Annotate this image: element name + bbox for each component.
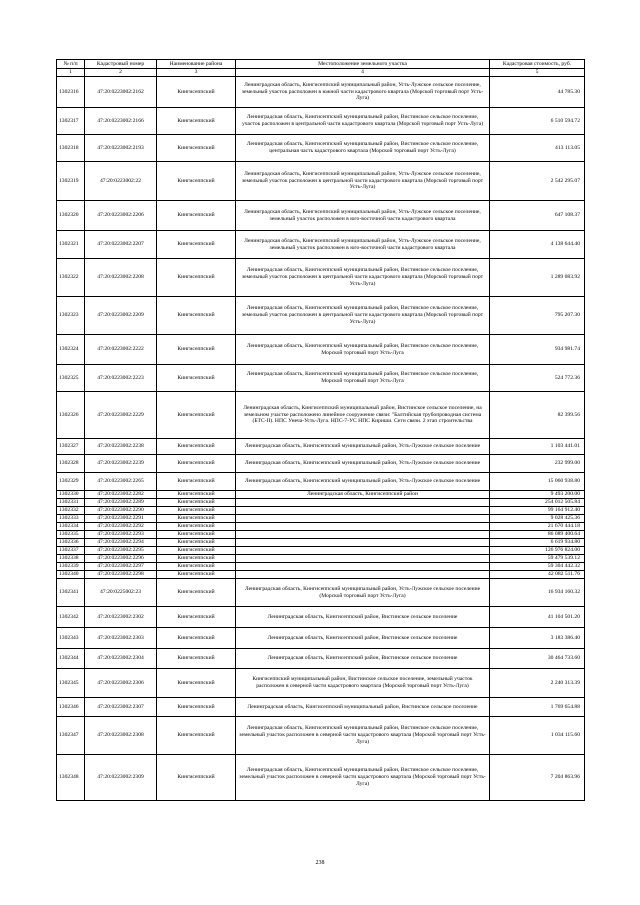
cadastral-number: 47:20:0223002:2298 — [85, 571, 157, 579]
land-location: Ленинградская область, Кингисеппский район, Вистинское сельское поселение — [236, 607, 490, 628]
district-name: Кингисеппский — [157, 201, 236, 231]
district-name: Кингисеппский — [157, 649, 236, 669]
district-name: Кингисеппский — [157, 473, 236, 491]
cadastral-value: 44 785.30 — [490, 77, 585, 108]
district-name: Кингисеппский — [157, 669, 236, 698]
header-location: Местоположение земельного участка — [236, 60, 490, 69]
row-number: 1302330 — [57, 491, 85, 499]
header-number: № п/п — [57, 60, 85, 69]
cadastral-number: 47:20:0223002:2297 — [85, 563, 157, 571]
cadastral-number: 47:20:0223002:2207 — [85, 231, 157, 259]
table-row — [57, 259, 585, 297]
cadastral-value: 15 060 938.80 — [490, 473, 585, 491]
district-name: Кингисеппский — [157, 571, 236, 579]
document-page — [56, 59, 584, 801]
table-row — [57, 473, 585, 491]
cadastral-number: 47:20:0223002:2290 — [85, 507, 157, 515]
cadastral-value: 254 012 505.84 — [490, 499, 585, 507]
land-location: Ленинградская область, Кингисеппский район — [236, 491, 490, 499]
cadastral-number: 47:20:0223002:2291 — [85, 515, 157, 523]
cadastral-number: 47:20:0223002:22 — [85, 162, 157, 201]
cadastral-number: 47:20:0223002:2166 — [85, 108, 157, 135]
row-number: 1302328 — [57, 455, 85, 473]
cadastral-value: 524 772.36 — [490, 365, 585, 392]
land-location: Ленинградская область, Кингисеппский муниципальный район, Вистинское сельское поселение, земельный участок расположен в северной части кадастрового квартала (Морской торговый порт Усть-Луга) — [236, 755, 490, 801]
table-row — [57, 669, 585, 698]
row-number: 1302345 — [57, 669, 85, 698]
district-name: Кингисеппский — [157, 531, 236, 539]
district-name: Кингисеппский — [157, 162, 236, 201]
cadastral-number: 47:20:0223002:2222 — [85, 335, 157, 365]
land-location: Ленинградская область, Кингисеппский муниципальный район, Вистинское сельское поселение, земельный участок расположен в центральной части кадастрового квартала (Морской торговый порт Усть-Луга) — [236, 297, 490, 335]
district-name: Кингисеппский — [157, 579, 236, 607]
district-name: Кингисеппский — [157, 491, 236, 499]
cadastral-value: 795 207.30 — [490, 297, 585, 335]
row-number: 1302321 — [57, 231, 85, 259]
cadastral-value: 9 493 200.00 — [490, 491, 585, 499]
cadastral-number: 47:20:0223002:2293 — [85, 531, 157, 539]
land-location — [236, 507, 490, 515]
index-cell: 5 — [490, 69, 585, 77]
table-row — [57, 571, 585, 579]
row-number: 1302346 — [57, 698, 85, 717]
row-number: 1302340 — [57, 571, 85, 579]
table-row — [57, 108, 585, 135]
land-location — [236, 499, 490, 507]
table-row — [57, 135, 585, 162]
row-number: 1302347 — [57, 717, 85, 755]
table-row — [57, 717, 585, 755]
land-location: Ленинградская область, Кингисеппский муниципальный район, Вистинское сельское поселение, Морской торговый порт Усть-Луга — [236, 365, 490, 392]
row-number: 1302323 — [57, 297, 85, 335]
cadastral-number: 47:20:0223002:2239 — [85, 455, 157, 473]
cadastral-value: 86 089 400.64 — [490, 531, 585, 539]
land-location — [236, 539, 490, 547]
cadastral-table — [56, 59, 585, 801]
cadastral-number: 47:20:0223002:2209 — [85, 297, 157, 335]
cadastral-value: 16 934 160.32 — [490, 579, 585, 607]
table-row — [57, 335, 585, 365]
cadastral-number: 47:20:0223002:2295 — [85, 547, 157, 555]
row-number: 1302343 — [57, 628, 85, 649]
cadastral-number: 47:20:0223002:2294 — [85, 539, 157, 547]
cadastral-value: 41 104 501.20 — [490, 607, 585, 628]
table-row — [57, 607, 585, 628]
table-row — [57, 201, 585, 231]
row-number: 1302336 — [57, 539, 85, 547]
header-cadastral-value: Кадастровая стоимость, руб. — [490, 60, 585, 69]
district-name: Кингисеппский — [157, 515, 236, 523]
row-number: 1302324 — [57, 335, 85, 365]
land-location — [236, 563, 490, 571]
district-name: Кингисеппский — [157, 628, 236, 649]
land-location: Ленинградская область, Кингисеппский муниципальный район, Вистинское сельское поселение — [236, 698, 490, 717]
cadastral-number: 47:20:0223002:2282 — [85, 491, 157, 499]
row-number: 1302344 — [57, 649, 85, 669]
district-name: Кингисеппский — [157, 297, 236, 335]
district-name: Кингисеппский — [157, 135, 236, 162]
land-location: Ленинградская область, Кингисеппский муниципальный район, Вистинское сельское поселение, участок расположен в центральной части кадастрового квартала (Морской торговый порт Усть-Луга) — [236, 108, 490, 135]
cadastral-number: 47:20:0223002:2193 — [85, 135, 157, 162]
table-body — [57, 77, 585, 801]
district-name: Кингисеппский — [157, 108, 236, 135]
land-location — [236, 547, 490, 555]
cadastral-value: 42 082 511.76 — [490, 571, 585, 579]
land-location: Ленинградская область, Кингисеппский муниципальный район, Вистинское сельское поселение, земельный участок расположен в центральной части кадастрового квартала (Морской торговый порт Усть-Луга) — [236, 259, 490, 297]
table-row — [57, 579, 585, 607]
table-row — [57, 531, 585, 539]
cadastral-value: 30 464 733.60 — [490, 649, 585, 669]
table-row — [57, 499, 585, 507]
row-number: 1302337 — [57, 547, 85, 555]
cadastral-value: 1 034 115.60 — [490, 717, 585, 755]
land-location: Ленинградская область, Кингисеппский район, Вистинское сельское поселение — [236, 628, 490, 649]
cadastral-value: 6 510 594.72 — [490, 108, 585, 135]
row-number: 1302335 — [57, 531, 85, 539]
cadastral-value: 1 289 083.92 — [490, 259, 585, 297]
row-number: 1302326 — [57, 392, 85, 439]
row-number: 1302322 — [57, 259, 85, 297]
cadastral-number: 47:20:0223002:2289 — [85, 499, 157, 507]
cadastral-number: 47:20:0223002:2296 — [85, 555, 157, 563]
row-number: 1302331 — [57, 499, 85, 507]
land-location: Ленинградская область, Кингисеппский муниципальный район, Вистинское сельское поселение, центральная часть кадастрового квартала (Морской торговый порт Усть-Луга) — [236, 135, 490, 162]
cadastral-value: 2 542 295.07 — [490, 162, 585, 201]
district-name: Кингисеппский — [157, 439, 236, 455]
table-row — [57, 507, 585, 515]
table-row — [57, 523, 585, 531]
row-number: 1302319 — [57, 162, 85, 201]
row-number: 1302333 — [57, 515, 85, 523]
district-name: Кингисеппский — [157, 539, 236, 547]
land-location — [236, 531, 490, 539]
cadastral-value: 9 028 425.36 — [490, 515, 585, 523]
table-row — [57, 491, 585, 499]
cadastral-value: 1 103 441.01 — [490, 439, 585, 455]
land-location: Ленинградская область, Кингисеппский муниципальный район, Вистинское сельское поселение, земельный участок расположен в северной части кадастрового квартала (Морской торговый порт Усть-Луга) — [236, 717, 490, 755]
cadastral-number: 47:20:0223002:2303 — [85, 628, 157, 649]
cadastral-value: 6 619 934.80 — [490, 539, 585, 547]
cadastral-number: 47:20:0223002:2292 — [85, 523, 157, 531]
cadastral-value: 3 183 386.40 — [490, 628, 585, 649]
table-row — [57, 77, 585, 108]
cadastral-value: 7 204 863.96 — [490, 755, 585, 801]
cadastral-number: 47:20:0223002:2306 — [85, 669, 157, 698]
table-row — [57, 365, 585, 392]
table-row — [57, 539, 585, 547]
row-number: 1302332 — [57, 507, 85, 515]
row-number: 1302338 — [57, 555, 85, 563]
row-number: 1302318 — [57, 135, 85, 162]
table-row — [57, 628, 585, 649]
land-location — [236, 555, 490, 563]
row-number: 1302339 — [57, 563, 85, 571]
cadastral-value: 82 399.56 — [490, 392, 585, 439]
land-location — [236, 515, 490, 523]
district-name: Кингисеппский — [157, 77, 236, 108]
table-row — [57, 563, 585, 571]
district-name: Кингисеппский — [157, 717, 236, 755]
cadastral-value: 413 113.05 — [490, 135, 585, 162]
cadastral-number: 47:20:0223002:2206 — [85, 201, 157, 231]
cadastral-value: 21 670 444.18 — [490, 523, 585, 531]
index-cell: 3 — [157, 69, 236, 77]
cadastral-number: 47:20:0223002:2304 — [85, 649, 157, 669]
table-row — [57, 439, 585, 455]
cadastral-number: 47:20:0225002:23 — [85, 579, 157, 607]
table-row — [57, 162, 585, 201]
table-row — [57, 555, 585, 563]
index-row — [57, 69, 585, 77]
land-location: Ленинградская область, Кингисеппский муниципальный район, Вистинское сельское поселение, на земельном участке расположено линейное сооружение связи: "Балтийская трубопроводная система (БТС-II). НПС Унеча-Усть-Луга. НПС-7-УС НПС Кириши. Сети связи. 2 этап строительства — [236, 392, 490, 439]
district-name: Кингисеппский — [157, 547, 236, 555]
land-location — [236, 571, 490, 579]
cadastral-value: 59 304 442.32 — [490, 563, 585, 571]
cadastral-number: 47:20:0223002:2162 — [85, 77, 157, 108]
cadastral-number: 47:20:0223002:2307 — [85, 698, 157, 717]
cadastral-value: 934 981.74 — [490, 335, 585, 365]
land-location: Ленинградская область, Кингисеппский муниципальный район, Усть-Лужское сельское поселение — [236, 439, 490, 455]
header-row — [57, 60, 585, 69]
table-row — [57, 649, 585, 669]
table-row — [57, 455, 585, 473]
district-name: Кингисеппский — [157, 555, 236, 563]
district-name: Кингисеппский — [157, 523, 236, 531]
table-row — [57, 231, 585, 259]
row-number: 1302316 — [57, 77, 85, 108]
cadastral-value: 126 976 824.00 — [490, 547, 585, 555]
land-location: Ленинградская область, Кингисеппский муниципальный район, Усть-Лужское сельское поселение, земельный участок расположен в центральной части кадастрового квартала (Морской торговый порт Усть-Луга) — [236, 162, 490, 201]
cadastral-number: 47:20:0223002:2309 — [85, 755, 157, 801]
cadastral-number: 47:20:0223002:2208 — [85, 259, 157, 297]
table-row — [57, 392, 585, 439]
district-name: Кингисеппский — [157, 455, 236, 473]
row-number: 1302325 — [57, 365, 85, 392]
cadastral-value: 99 164 912.40 — [490, 507, 585, 515]
land-location — [236, 523, 490, 531]
cadastral-value: 2 240 313.39 — [490, 669, 585, 698]
land-location: Ленинградская область, Кингисеппский муниципальный район, Вистинское сельское поселение, Морской торговый порт Усть-Луга — [236, 335, 490, 365]
row-number: 1302317 — [57, 108, 85, 135]
district-name: Кингисеппский — [157, 365, 236, 392]
cadastral-value: 4 138 644.40 — [490, 231, 585, 259]
district-name: Кингисеппский — [157, 607, 236, 628]
row-number: 1302334 — [57, 523, 85, 531]
land-location: Кингисеппский муниципальный район, Вистинское сельское поселение, земельный участок расположен в северной части кадастрового квартала (Морской торговый порт Усть-Луга) — [236, 669, 490, 698]
index-cell: 2 — [85, 69, 157, 77]
table-row — [57, 515, 585, 523]
district-name: Кингисеппский — [157, 392, 236, 439]
land-location: Ленинградская область, Кингисеппский муниципальный район, Усть-Лужское сельское поселение, земельный участок расположен в юго-восточной части кадастрового квартала — [236, 201, 490, 231]
land-location: Ленинградская область, Кингисеппский муниципальный район, Усть-Лужское сельское поселение — [236, 473, 490, 491]
row-number: 1302342 — [57, 607, 85, 628]
land-location: Ленинградская область, Кингисеппский муниципальный район, Усть-Лужское сельское поселение, земельный участок расположен в юго-восточной части кадастрового квартала — [236, 231, 490, 259]
table-row — [57, 297, 585, 335]
district-name: Кингисеппский — [157, 499, 236, 507]
land-location: Ленинградская область, Кингисеппский муниципальный район, Усть-Лужское сельское поселение — [236, 455, 490, 473]
cadastral-number: 47:20:0223002:2308 — [85, 717, 157, 755]
row-number: 1302341 — [57, 579, 85, 607]
header-cadastral-number: Кадастровый номер — [85, 60, 157, 69]
cadastral-value: 59 479 539.12 — [490, 555, 585, 563]
table-row — [57, 547, 585, 555]
district-name: Кингисеппский — [157, 335, 236, 365]
table-row — [57, 698, 585, 717]
district-name: Кингисеппский — [157, 698, 236, 717]
cadastral-number: 47:20:0223002:2229 — [85, 392, 157, 439]
row-number: 1302327 — [57, 439, 85, 455]
district-name: Кингисеппский — [157, 231, 236, 259]
table-row — [57, 755, 585, 801]
district-name: Кингисеппский — [157, 563, 236, 571]
cadastral-value: 232 999.00 — [490, 455, 585, 473]
cadastral-number: 47:20:0223002:2238 — [85, 439, 157, 455]
cadastral-number: 47:20:0223002:2302 — [85, 607, 157, 628]
cadastral-number: 47:20:0223002:2223 — [85, 365, 157, 392]
district-name: Кингисеппский — [157, 259, 236, 297]
page-number: 238 — [315, 860, 325, 866]
land-location: Ленинградская область, Кингисеппский муниципальный район, Усть-Лужское сельское поселение (Морской торговый порт Усть-Луга) — [236, 579, 490, 607]
index-cell: 4 — [236, 69, 490, 77]
cadastral-number: 47:20:0223002:2265 — [85, 473, 157, 491]
row-number: 1302320 — [57, 201, 85, 231]
row-number: 1302329 — [57, 473, 85, 491]
cadastral-value: 1 769 654.88 — [490, 698, 585, 717]
index-cell: 1 — [57, 69, 85, 77]
district-name: Кингисеппский — [157, 507, 236, 515]
cadastral-value: 647 108.37 — [490, 201, 585, 231]
land-location: Ленинградская область, Кингисеппский муниципальный район, Усть-Лужское сельское поселение, земельный участок расположен в южной части кадастрового квартала (Морской торговый порт Усть-Луга) — [236, 77, 490, 108]
land-location: Ленинградская область, Кингисеппский район, Вистинское сельское поселение — [236, 649, 490, 669]
district-name: Кингисеппский — [157, 755, 236, 801]
row-number: 1302348 — [57, 755, 85, 801]
header-district: Наименование района — [157, 60, 236, 69]
